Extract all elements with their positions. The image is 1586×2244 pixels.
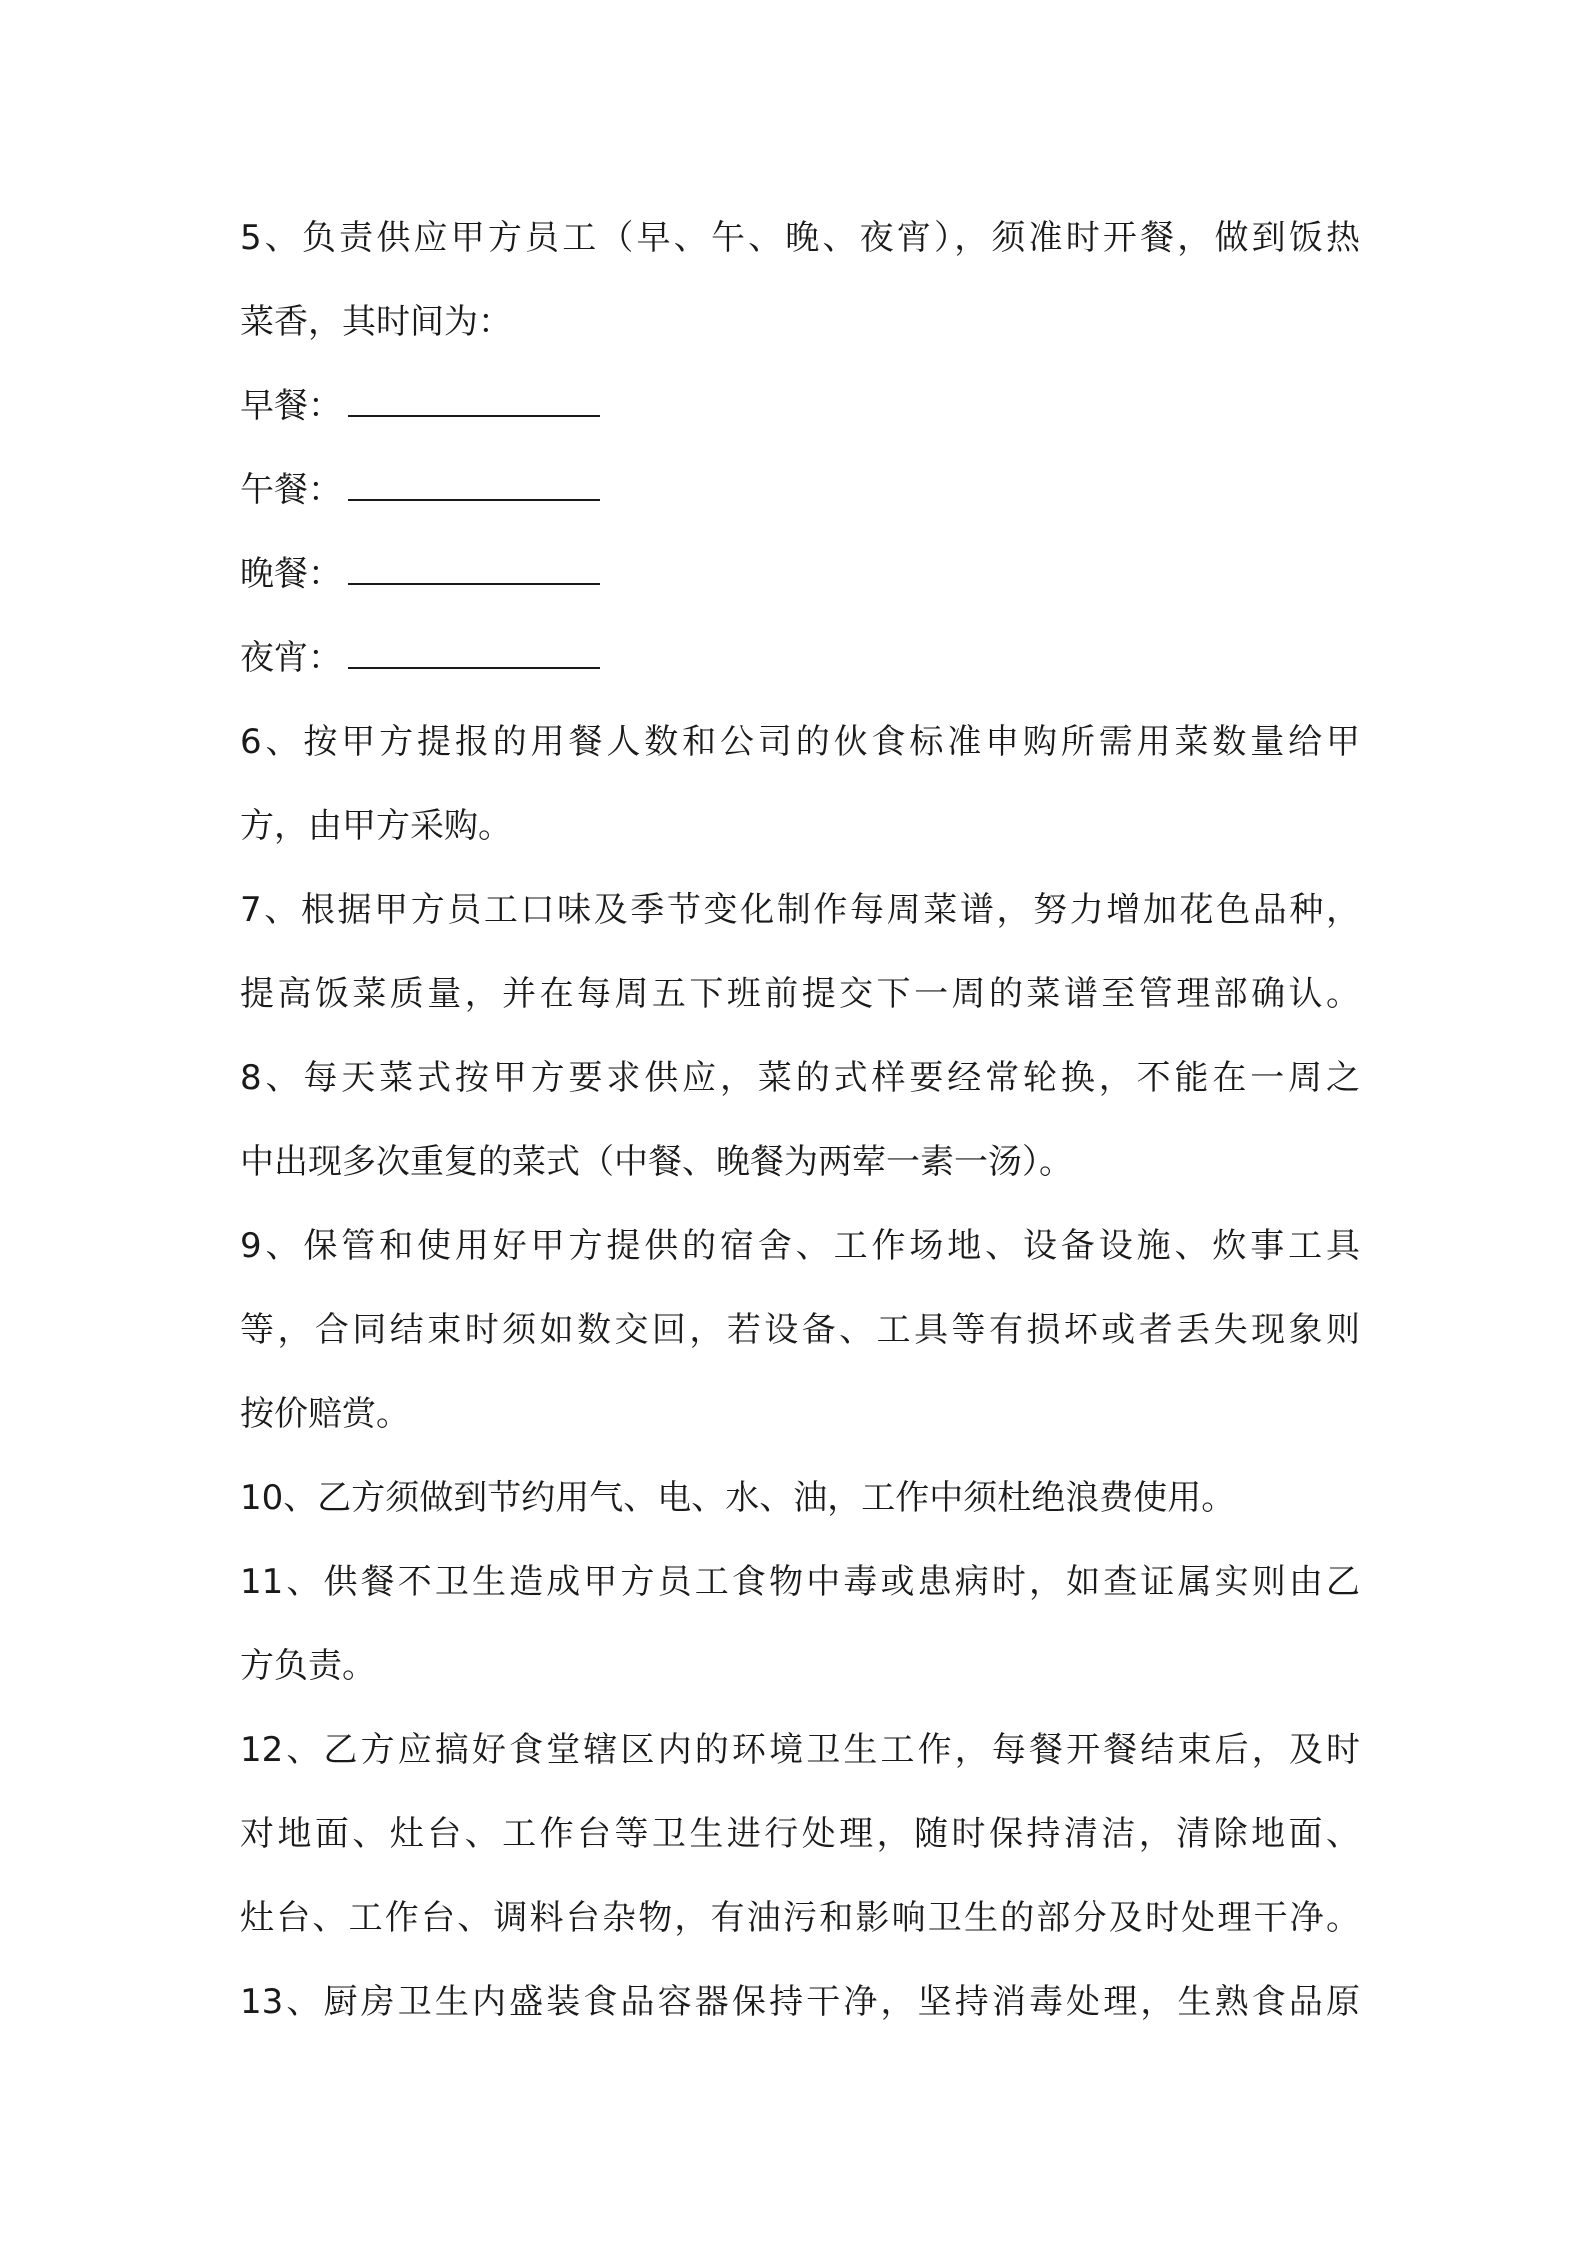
meal-breakfast-label: 早餐：	[240, 386, 342, 426]
item-5-line-1: 5、负责供应甲方员工（早、午、晚、夜宵），须准时开餐，做到饭热	[240, 218, 1360, 258]
item-7-line-1: 7、根据甲方员工口味及季节变化制作每周菜谱，努力增加花色品种，	[240, 890, 1360, 930]
item-6-line-2: 方，由甲方采购。	[240, 806, 512, 846]
item-11-line-1: 11、供餐不卫生造成甲方员工食物中毒或患病时，如查证属实则由乙	[240, 1562, 1360, 1602]
item-8-line-2: 中出现多次重复的菜式（中餐、晚餐为两荤一素一汤）。	[240, 1142, 1073, 1182]
meal-night-snack-row	[240, 616, 1360, 700]
item-9-line-1: 9、保管和使用好甲方提供的宿舍、工作场地、设备设施、炊事工具	[240, 1226, 1360, 1266]
item-7-line-2: 提高饭菜质量，并在每周五下班前提交下一周的菜谱至管理部确认。	[240, 974, 1360, 1014]
item-8-line-1: 8、每天菜式按甲方要求供应，菜的式样要经常轮换，不能在一周之	[240, 1058, 1360, 1098]
item-6-line-1: 6、按甲方提报的用餐人数和公司的伙食标准申购所需用菜数量给甲	[240, 722, 1360, 762]
meal-dinner-label: 晚餐：	[240, 554, 342, 594]
item-10-line-1: 10、乙方须做到节约用气、电、水、油，工作中须杜绝浪费使用。	[240, 1478, 1236, 1518]
meal-night-snack-label: 夜宵：	[240, 638, 342, 678]
item-13-line-1: 13、厨房卫生内盛装食品容器保持干净，坚持消毒处理，生熟食品原	[240, 1982, 1360, 2022]
meal-dinner-row	[240, 532, 1360, 616]
item-9-line-3: 按价赔赏。	[240, 1394, 410, 1434]
item-12-line-3: 灶台、工作台、调料台杂物，有油污和影响卫生的部分及时处理干净。	[240, 1898, 1360, 1938]
meal-night-snack-blank	[348, 627, 600, 669]
meal-lunch-row	[240, 448, 1360, 532]
meal-lunch-label: 午餐：	[240, 470, 342, 510]
meal-lunch-blank	[348, 459, 600, 501]
item-9-line-2: 等，合同结束时须如数交回，若设备、工具等有损坏或者丢失现象则	[240, 1310, 1360, 1350]
item-5-line-2: 菜香，其时间为：	[240, 302, 512, 342]
item-12-line-2: 对地面、灶台、工作台等卫生进行处理，随时保持清洁，清除地面、	[240, 1814, 1360, 1854]
meal-breakfast-blank	[348, 375, 600, 417]
item-12-line-1: 12、乙方应搞好食堂辖区内的环境卫生工作，每餐开餐结束后，及时	[240, 1730, 1360, 1770]
item-11-line-2: 方负责。	[240, 1646, 376, 1686]
meal-breakfast-row	[240, 364, 1360, 448]
meal-dinner-blank	[348, 543, 600, 585]
document-body	[240, 196, 1360, 2044]
